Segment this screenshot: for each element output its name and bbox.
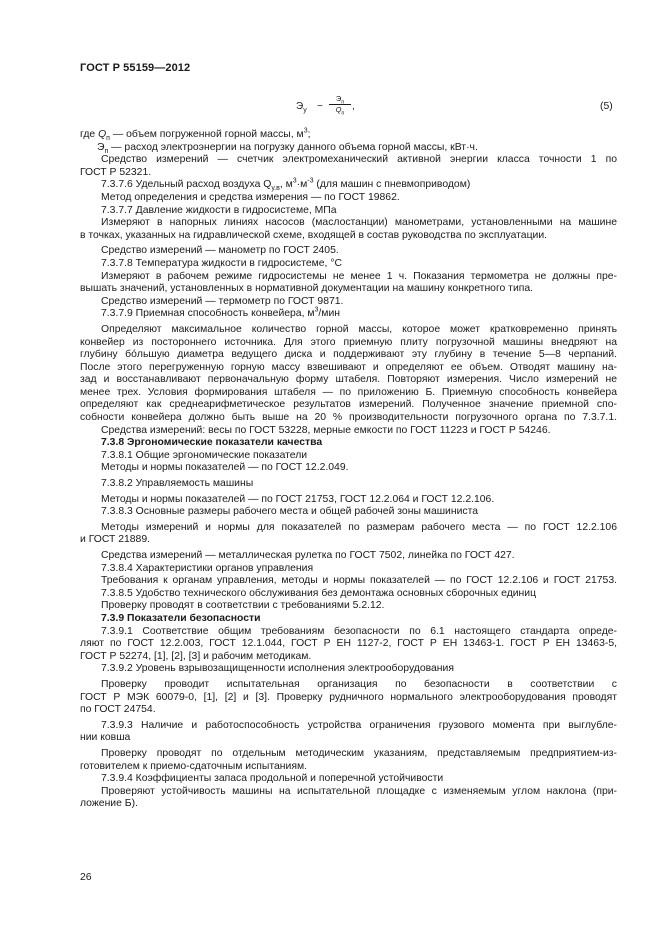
formula-denominator: $Q_п$ [335,105,345,117]
paragraph-line: по ГОСТ 24754. [80,704,156,716]
paragraph-line: ГОСТ Р 52274, [1], [2], [3] и рабочим методикам. [80,650,312,662]
paragraph-line: собности конвейера должно быть выше на 20 % производительности погрузочного органа по 7.3.7.1. [80,412,617,424]
section-7-3-8-3: 7.3.8.3 Основные размеры рабочего места и общей рабочей зоны машиниста [101,506,479,518]
paragraph-line: Средство измерений — термометр по ГОСТ 9871. [101,295,344,307]
page-number: 26 [80,872,92,883]
paragraph-line: Проверку проводят по отдельным методическим указаниям, представляемым предприятием-из- [101,747,617,759]
paragraph-line: нии ковша [80,732,131,744]
paragraph-line: Средство измерений — счетчик электромеханический активной энергии класса точности 1 по [101,154,617,166]
paragraph-line: 7.3.9.1 Соответствие общим требованиям безопасности по 6.1 настоящего стандарта опреде- [101,625,617,637]
paragraph-line: Проверяют устойчивость машины на испытательной площадке с изменяемым углом наклона (при- [101,785,617,797]
paragraph-line: вышать значений, установленных в нормативной документации на машину конкретного типа. [80,283,534,295]
paragraph-line: и ГОСТ 21889. [80,534,150,546]
paragraph-line: Методы и нормы показателей — по ГОСТ 21753, ГОСТ 12.2.064 и ГОСТ 12.2.106. [101,493,495,505]
paragraph-line: Методы измерений и нормы для показателей по размерам рабочего места — по ГОСТ 12.2.106 [101,521,617,533]
section-7-3-8-heading: 7.3.8 Эргономические показатели качества [101,437,323,449]
paragraph-line: Проверку проводит испытательная организация по безопасности в соответствии с [101,678,617,690]
section-7-3-9-heading: 7.3.9 Показатели безопасности [101,612,261,624]
section-7-3-8-2: 7.3.8.2 Управляемость машины [101,478,254,490]
paragraph-line: ГОСТ Р 52321. [80,166,152,178]
paragraph-line: Методы и нормы показателей — по ГОСТ 12.2.049. [101,462,349,474]
formula-fraction [329,94,351,117]
paragraph-line: Определяют максимальное количество горной массы, которое может кратковременно принять [101,323,617,335]
definition-e: $Э_п$ — расход электроэнергии на погрузку данного объема горной массы, кВт·ч. [97,141,478,155]
paragraph-line: Измеряют в напорных линиях насосов (маслостанции) манометрами, установленными на машине [101,217,617,229]
section-7-3-9-2: 7.3.9.2 Уровень взрывозащищенности исполнения электрооборудования [101,663,454,675]
section-7-3-9-4: 7.3.9.4 Коэффициенты запаса продольной и поперечной устойчивости [101,773,444,785]
paragraph-line: Метод определения и средства измерения — по ГОСТ 19862. [101,191,400,203]
paragraph-line: глубину бóльшую диаметра ведущего диска и поддерживают эту глубину в течение 5—8 черпаний. [80,349,617,361]
paragraph-line: конвейер из постороннего источника. Для этого приемную плиту погрузочной машины внедряют на [80,336,617,348]
section-7-3-7-7: 7.3.7.7 Давление жидкости в гидросистеме, МПа [101,204,337,216]
paragraph-line: Средства измерений — металлическая рулетка по ГОСТ 7502, линейка по ГОСТ 427. [101,550,515,561]
paragraph-line: Измеряют в рабочем режиме гидросистемы не менее 1 ч. Показания термометра не должны пре- [101,270,617,282]
section-7-3-8-5: 7.3.8.5 Удобство технического обслуживания без демонтажа основных сборочных единиц [101,587,537,599]
document-body [80,129,617,811]
paragraph-line: определяют как среднеарифметическое результатов измерений. Полученное значение приемной спо- [80,399,617,411]
section-7-3-7-8: 7.3.7.8 Температура жидкости в гидросистеме, °С [101,257,342,269]
paragraph-line: ложение Б). [80,798,138,810]
paragraph-line: готовителем к приемо-сдаточным испытаниям. [80,760,307,772]
paragraph-line: Средство измерений — манометр по ГОСТ 2405. [101,245,339,257]
paragraph-line: в точках, указанных на гидравлической схеме, входящей в состав руководства по эксплуатации. [80,229,548,241]
equation-number: (5) [600,101,613,112]
paragraph-line: Средства измерений: весы по ГОСТ 53228, мерные емкости по ГОСТ 11223 и ГОСТ Р 54246. [101,424,551,436]
formula-operator: − [317,101,323,112]
formula-lhs: $Э_у$ [296,101,307,114]
paragraph-line: зад и восстанавливают первоначальную форму штабеля. Повторяют измерения. Число измерений не [80,374,617,386]
paragraph-line: ГОСТ Р МЭК 60079-0, [1], [2] и [3]. Проверку рудничного нормального электрооборудования проводят [80,691,617,703]
section-7-3-7-6: 7.3.7.6 Удельный расход воздуха $Q_{у.в}$, $м^3\cdot м^{-3}$ (для машин с пневмоприводом) [101,177,471,193]
definition-q: где $Q_п$ — объем погруженной горной массы, $м^3$; [80,127,311,143]
paragraph-line: После этого перегруженную горную массу взвешивают и определяют ее объем. Отводят машину на- [80,361,617,373]
formula-tail: , [352,101,355,112]
paragraph-line: Проверку проводят в соответствии с требованиями 5.2.12. [101,600,385,612]
section-7-3-8-1: 7.3.8.1 Общие эргономические показатели [101,449,308,461]
paragraph-line: ляют по ГОСТ 12.2.003, ГОСТ 12.1.044, ГОСТ Р ЕН 1127-2, ГОСТ Р ЕН 13463-1. ГОСТ Р ЕН 13463-5, [80,638,617,650]
formula-numerator: $Э_п$ [329,94,351,105]
standard-header: ГОСТ Р 55159—2012 [80,62,191,74]
section-7-3-8-4: 7.3.8.4 Характеристики органов управления [101,562,314,574]
section-7-3-9-3: 7.3.9.3 Наличие и работоспособность устройства ограничения грузового момента при выглубле- [101,719,617,731]
paragraph-line: Требования к органам управления, методы и нормы показателей — по ГОСТ 12.2.106 и ГОСТ 21753. [101,575,617,587]
section-7-3-7-9: 7.3.7.9 Приемная способность конвейера, $м^3$/мин [101,306,340,320]
formula-5 [296,94,376,120]
paragraph-line: менее трех. Условия формирования штабеля — по приложению Б. Приемную способность конвейера [80,386,617,398]
